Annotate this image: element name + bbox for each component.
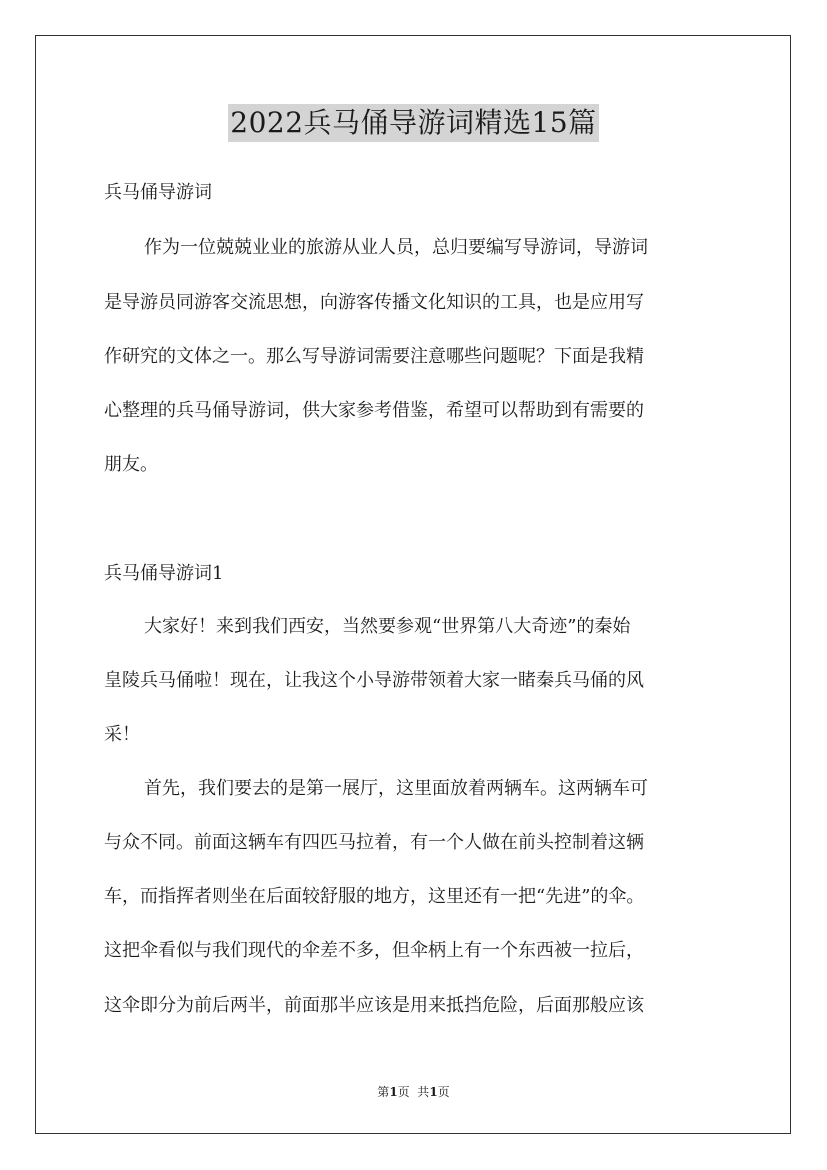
section1-para2-line: 车，而指挥者则坐在后面较舒服的地方，这里还有一把“先进”的伞。 [104, 886, 645, 907]
document-title: 2022兵马俑导游词精选15篇 [228, 104, 598, 142]
section1-para1-line: 皇陵兵马俑啦！现在，让我这个小导游带领着大家一睹秦兵马俑的风 [104, 670, 644, 691]
section1-heading: 兵马俑导游词1 [104, 563, 224, 584]
footer-page-number: 1 [389, 1085, 398, 1099]
footer-suffix: 页 [437, 1085, 450, 1099]
intro-line: 是导游员同游客交流思想，向游客传播文化知识的工具，也是应用写 [104, 292, 644, 313]
intro-line: 朋友。 [104, 454, 158, 475]
intro-heading: 兵马俑导游词 [104, 182, 212, 203]
page-footer [0, 1084, 827, 1100]
section1-para2-line: 首先，我们要去的是第一展厅，这里面放着两辆车。这两辆车可 [144, 778, 648, 799]
section1-para1-line: 采！ [104, 724, 140, 745]
title-container [0, 104, 827, 142]
intro-line: 作研究的文体之一。那么写导游词需要注意哪些问题呢？下面是我精 [104, 346, 644, 367]
section1-para2-line: 这把伞看似与我们现代的伞差不多，但伞柄上有一个东西被一拉后， [104, 940, 644, 961]
footer-total-pages: 1 [429, 1085, 438, 1099]
footer-prefix: 第 [377, 1085, 390, 1099]
section1-para2-line: 这伞即分为前后两半，前面那半应该是用来抵挡危险，后面那般应该 [104, 995, 644, 1016]
intro-line: 心整理的兵马俑导游词，供大家参考借鉴，希望可以帮助到有需要的 [104, 400, 644, 421]
intro-line: 作为一位兢兢业业的旅游从业人员，总归要编写导游词，导游词 [144, 237, 648, 258]
section1-para2-line: 与众不同。前面这辆车有四匹马拉着，有一个人做在前头控制着这辆 [104, 832, 644, 853]
footer-mid: 页 共 [397, 1085, 430, 1099]
section1-para1-line: 大家好！来到我们西安，当然要参观“世界第八大奇迹”的秦始 [144, 616, 631, 637]
